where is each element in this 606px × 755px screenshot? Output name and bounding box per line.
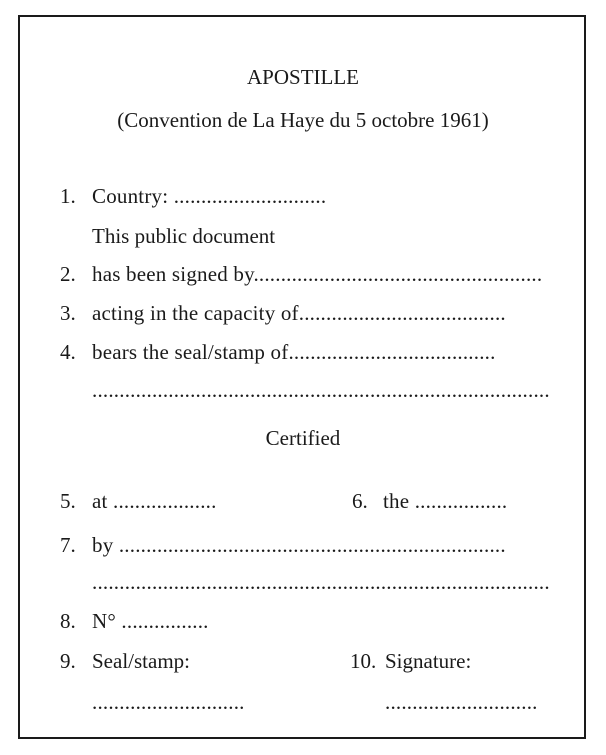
item-7-number: 7. [60, 533, 76, 557]
item-3-number: 3. [60, 301, 76, 325]
item-10-number: 10. [350, 649, 377, 673]
seal-stamp-line: ............................ [92, 690, 245, 714]
public-document-text: This public document [92, 224, 276, 248]
item-9-number: 9. [60, 649, 76, 673]
seal-of-continuation-line: .................................................................................... [92, 378, 550, 402]
certificate-number-line: N° ................ [92, 609, 209, 633]
capacity-line: acting in the capacity of...................................... [92, 301, 506, 325]
certified-by-continuation-line: .................................................................................... [92, 570, 550, 594]
seal-of-line: bears the seal/stamp of...................................... [92, 340, 496, 364]
item-4-number: 4. [60, 340, 76, 364]
certified-by-line: by ....................................................................... [92, 533, 506, 557]
signed-by-line: has been signed by..................................................... [92, 262, 543, 286]
item-2-number: 2. [60, 262, 76, 286]
place-line: at ................... [92, 489, 217, 513]
item-1-number: 1. [60, 184, 76, 208]
form-title: APOSTILLE [247, 65, 359, 89]
signature-label: Signature: [385, 649, 472, 673]
date-line: the ................. [383, 489, 508, 513]
certified-heading: Certified [265, 426, 341, 450]
item-8-number: 8. [60, 609, 76, 633]
form-subtitle: (Convention de La Haye du 5 octobre 1961) [117, 108, 489, 132]
item-5-number: 5. [60, 489, 76, 513]
item-6-number: 6. [352, 489, 368, 513]
country-line: Country: ............................ [92, 184, 327, 208]
seal-stamp-label: Seal/stamp: [92, 649, 190, 673]
signature-line: ............................ [385, 690, 538, 714]
